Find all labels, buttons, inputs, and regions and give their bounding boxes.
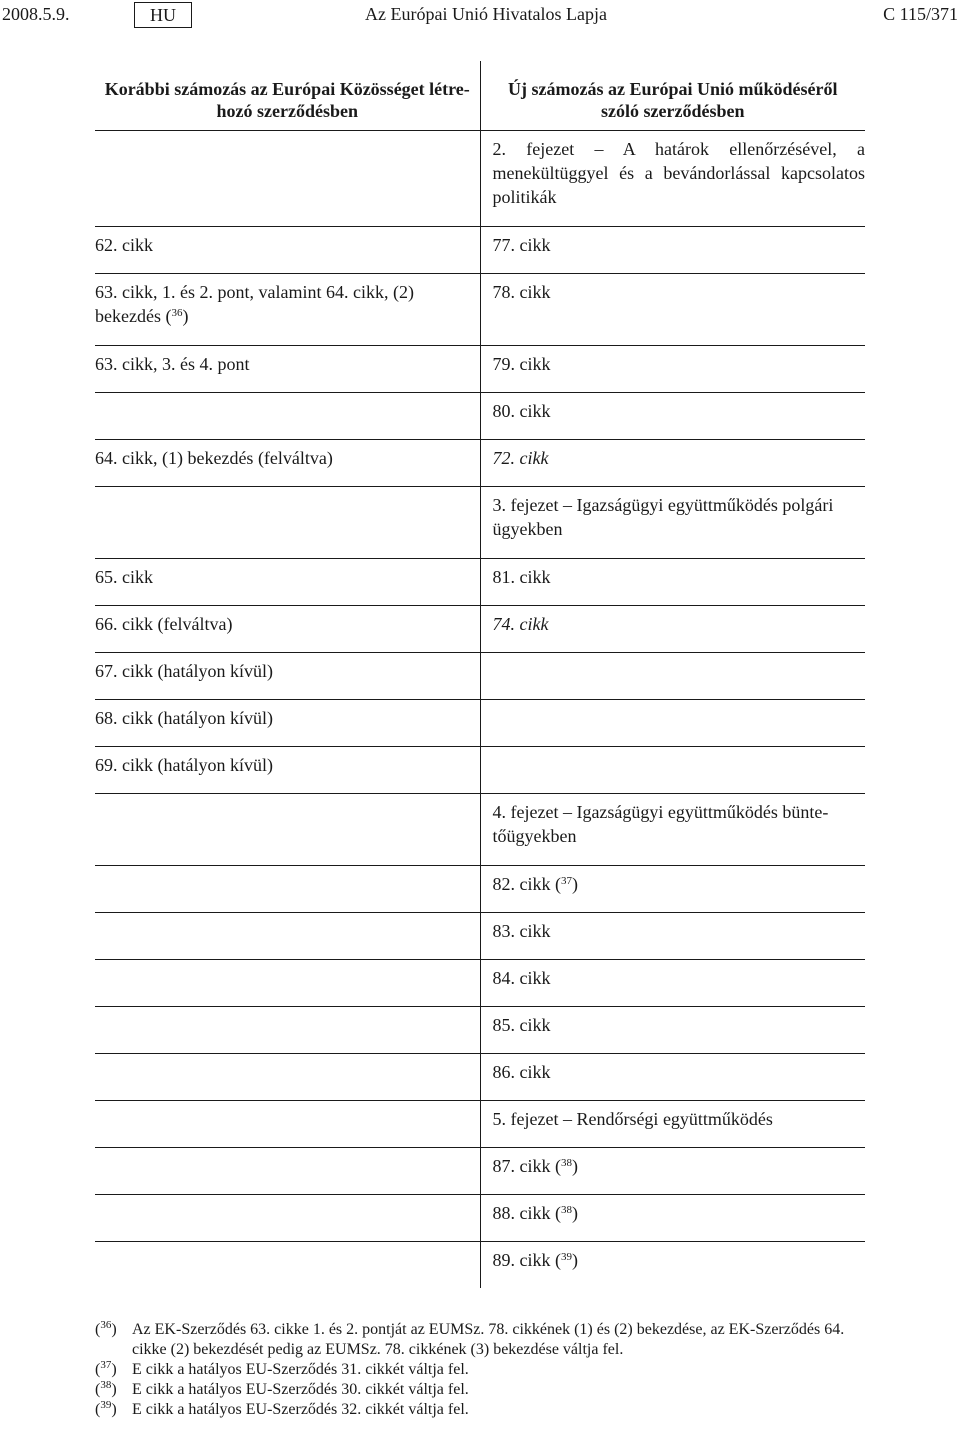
chapter-heading: 3. fejezet – Igazságügyi együttműködés polgári ügyekben bbox=[480, 486, 865, 558]
new-article-text-end: ) bbox=[571, 1202, 578, 1223]
chapter-heading: 4. fejezet – Igazságügyi együttműködés bünte-tőügyekben bbox=[480, 793, 865, 865]
old-article-text: 63. cikk, 1. és 2. pont, valamint 64. cikk, (2) bekezdés ( bbox=[95, 281, 414, 326]
old-article-cell bbox=[95, 1241, 480, 1288]
footnote-text: E cikk a hatályos EU-Szerződés 31. cikkét váltja fel. bbox=[132, 1361, 469, 1378]
table-row bbox=[95, 912, 865, 959]
table-row bbox=[95, 226, 865, 273]
new-article-cell: 77. cikk bbox=[480, 226, 865, 273]
footnote-ref: 36 bbox=[171, 306, 183, 319]
old-article-cell: 66. cikk (felváltva) bbox=[95, 605, 480, 652]
footnote-marker: ($^{37}$) bbox=[95, 1359, 117, 1378]
footnote-text: Az EK-Szerződés 63. cikke 1. és 2. pontját az EUMSz. 78. cikkének (1) és (2) bekezdése, az EK-Szerződés 64. cikke (2) bekezdését pedig az EUMSz. 78. cikkének (3) bekezdése váltja fel. bbox=[132, 1321, 845, 1358]
footnote-number: 38 bbox=[100, 1379, 112, 1391]
table-row bbox=[95, 652, 865, 699]
new-article-cell bbox=[480, 652, 865, 699]
table-row bbox=[95, 439, 865, 486]
old-article-cell bbox=[95, 865, 480, 912]
new-article-text-end: ) bbox=[571, 873, 578, 894]
old-article-cell bbox=[95, 1006, 480, 1053]
old-article-cell bbox=[95, 959, 480, 1006]
footnote-marker: ($^{39}$) bbox=[95, 1399, 117, 1418]
old-article-cell: 68. cikk (hatályon kívül) bbox=[95, 699, 480, 746]
old-article-cell bbox=[95, 392, 480, 439]
footnote-ref: 38 bbox=[560, 1203, 572, 1216]
chapter-heading: 2. fejezet – A határok ellenőrzésével, a menekültüggyel és a bevándorlással kapcsolatos politikák bbox=[480, 130, 865, 226]
footnote-number: 36 bbox=[100, 1319, 112, 1331]
language-code: HU bbox=[134, 2, 192, 28]
table-row bbox=[95, 273, 865, 345]
correlation-table bbox=[95, 61, 865, 1288]
new-article-text: 87. cikk ( bbox=[492, 1155, 561, 1176]
table-row bbox=[95, 1053, 865, 1100]
footnote bbox=[95, 1400, 867, 1420]
table-row bbox=[95, 793, 865, 865]
new-article-text: 88. cikk ( bbox=[492, 1202, 561, 1223]
table-row bbox=[95, 130, 865, 226]
table-row bbox=[95, 1006, 865, 1053]
old-article-cell bbox=[95, 793, 480, 865]
footnote-ref: 37 bbox=[560, 874, 572, 887]
old-article-cell: 63. cikk, 3. és 4. pont bbox=[95, 345, 480, 392]
table-row bbox=[95, 345, 865, 392]
table-row bbox=[95, 746, 865, 793]
new-article-cell bbox=[480, 1241, 865, 1288]
new-article-text-end: ) bbox=[571, 1155, 578, 1176]
old-article-cell bbox=[95, 486, 480, 558]
table-row bbox=[95, 1241, 865, 1288]
footnote bbox=[95, 1360, 867, 1380]
new-article-cell: 83. cikk bbox=[480, 912, 865, 959]
new-article-cell: 81. cikk bbox=[480, 558, 865, 605]
new-article-cell bbox=[480, 1147, 865, 1194]
new-article-cell bbox=[480, 699, 865, 746]
old-article-cell bbox=[95, 1147, 480, 1194]
footnote-text: E cikk a hatályos EU-Szerződés 30. cikkét váltja fel. bbox=[132, 1381, 469, 1398]
column-header-old-numbering: Korábbi számozás az Európai Közösséget létre-hozó szerződésben bbox=[95, 61, 480, 130]
footnote-text: E cikk a hatályos EU-Szerződés 32. cikkét váltja fel. bbox=[132, 1401, 469, 1418]
page-reference: C 115/371 bbox=[883, 4, 958, 24]
table-row bbox=[95, 392, 865, 439]
old-article-cell: 69. cikk (hatályon kívül) bbox=[95, 746, 480, 793]
old-article-cell: 64. cikk, (1) bekezdés (felváltva) bbox=[95, 439, 480, 486]
new-article-cell bbox=[480, 746, 865, 793]
table-row bbox=[95, 1194, 865, 1241]
footnote-marker: ($^{38}$) bbox=[95, 1379, 117, 1398]
old-article-text-end: ) bbox=[182, 305, 189, 326]
new-article-cell bbox=[480, 1194, 865, 1241]
new-article-text-end: ) bbox=[571, 1249, 578, 1270]
new-article-cell: 85. cikk bbox=[480, 1006, 865, 1053]
table-row bbox=[95, 1100, 865, 1147]
old-article-cell bbox=[95, 273, 480, 345]
old-article-cell bbox=[95, 1194, 480, 1241]
table-row bbox=[95, 605, 865, 652]
table-row bbox=[95, 486, 865, 558]
new-article-cell: 72. cikk bbox=[480, 439, 865, 486]
table-row bbox=[95, 558, 865, 605]
old-article-cell: 65. cikk bbox=[95, 558, 480, 605]
old-article-cell: 67. cikk (hatályon kívül) bbox=[95, 652, 480, 699]
new-article-cell bbox=[480, 865, 865, 912]
footnote bbox=[95, 1320, 867, 1360]
new-article-cell: 74. cikk bbox=[480, 605, 865, 652]
table-row bbox=[95, 865, 865, 912]
footnote-marker: ($^{36}$) bbox=[95, 1319, 117, 1338]
footnote-ref: 38 bbox=[560, 1156, 572, 1169]
new-article-cell: 78. cikk bbox=[480, 273, 865, 345]
page-header bbox=[0, 2, 960, 28]
chapter-heading: 5. fejezet – Rendőrségi együttműködés bbox=[480, 1100, 865, 1147]
new-article-cell: 80. cikk bbox=[480, 392, 865, 439]
footnotes bbox=[95, 1320, 867, 1420]
footnote-ref: 39 bbox=[560, 1250, 572, 1263]
footnote-number: 37 bbox=[100, 1359, 112, 1371]
new-article-cell: 84. cikk bbox=[480, 959, 865, 1006]
new-article-cell: 79. cikk bbox=[480, 345, 865, 392]
old-article-cell bbox=[95, 1100, 480, 1147]
footnote bbox=[95, 1380, 867, 1400]
table-row bbox=[95, 959, 865, 1006]
column-header-new-numbering: Új számozás az Európai Unió működéséről szóló szerződésben bbox=[480, 61, 865, 130]
old-article-cell: 62. cikk bbox=[95, 226, 480, 273]
publication-date: 2008.5.9. bbox=[2, 4, 70, 24]
table-row bbox=[95, 699, 865, 746]
journal-title: Az Európai Unió Hivatalos Lapja bbox=[365, 4, 607, 24]
table-row bbox=[95, 1147, 865, 1194]
new-article-text: 89. cikk ( bbox=[492, 1249, 561, 1270]
old-article-cell bbox=[95, 912, 480, 959]
new-article-cell: 86. cikk bbox=[480, 1053, 865, 1100]
footnote-number: 39 bbox=[100, 1399, 112, 1411]
old-article-cell bbox=[95, 1053, 480, 1100]
old-article-cell bbox=[95, 130, 480, 226]
new-article-text: 82. cikk ( bbox=[492, 873, 561, 894]
